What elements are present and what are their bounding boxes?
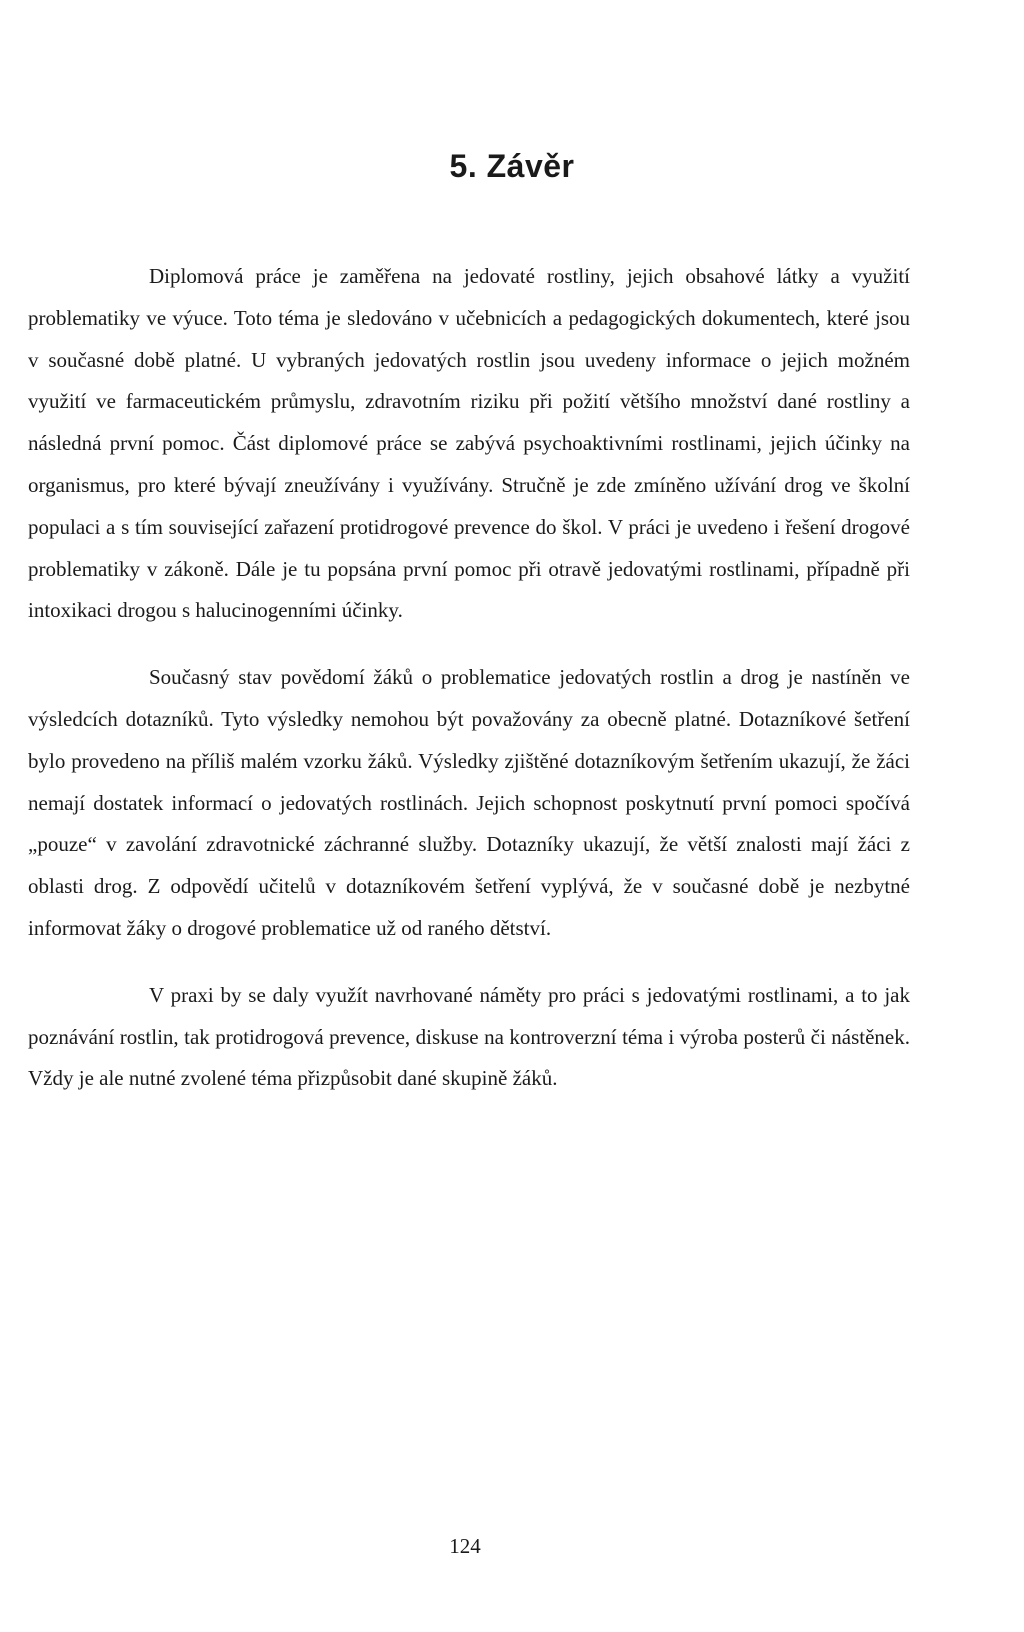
- paragraph-2: Současný stav povědomí žáků o problematice jedovatých rostlin a drog je nastíněn ve výsledcích dotazníků. Tyto výsledky nemohou být považovány za obecně platné. Dotazníkové šetření bylo provedeno na příliš malém vzorku žáků. Výsledky zjištěné dotazníkovým šetřením ukazují, že žáci nemají dostatek informací o jedovatých rostlinách. Jejich schopnost poskytnutí první pomoci spočívá „pouze“ v zavolání zdravotnické záchranné služby. Dotazníky ukazují, že větší znalosti mají žáci z oblasti drog. Z odpovědí učitelů v dotazníkovém šetření vyplývá, že v současné době je nezbytné informovat žáky o drogové problematice už od raného dětství.: [28, 665, 910, 940]
- page-number: 124: [449, 1534, 481, 1558]
- paragraph-1: Diplomová práce je zaměřena na jedovaté rostliny, jejich obsahové látky a využití problematiky ve výuce. Toto téma je sledováno v učebnicích a pedagogických dokumentech, které jsou v současné době platné. U vybraných jedovatých rostlin jsou uvedeny informace o jejich možném využití ve farmaceutickém průmyslu, zdravotním riziku při požití většího množství dané rostliny a následná první pomoc. Část diplomové práce se zabývá psychoaktivními rostlinami, jejich účinky na organismus, pro které bývají zneužívány i využívány. Stručně je zde zmíněno užívání drog ve školní populaci a s tím související zařazení protidrogové prevence do škol. V práci je uvedeno i řešení drogové problematiky v zákoně. Dále je tu popsána první pomoc při otravě jedovatými rostlinami, případně při intoxikaci drogou s halucinogenními účinky.: [28, 264, 910, 623]
- paragraph-3: V praxi by se daly využít navrhované náměty pro práci s jedovatými rostlinami, a to jak poznávání rostlin, tak protidrogová prevence, diskuse na kontroverzní téma i výroba posterů či nástěnek. Vždy je ale nutné zvolené téma přizpůsobit dané skupině žáků.: [28, 982, 910, 1091]
- chapter-title: 5. Závěr: [449, 148, 575, 184]
- body-text: [28, 256, 910, 1125]
